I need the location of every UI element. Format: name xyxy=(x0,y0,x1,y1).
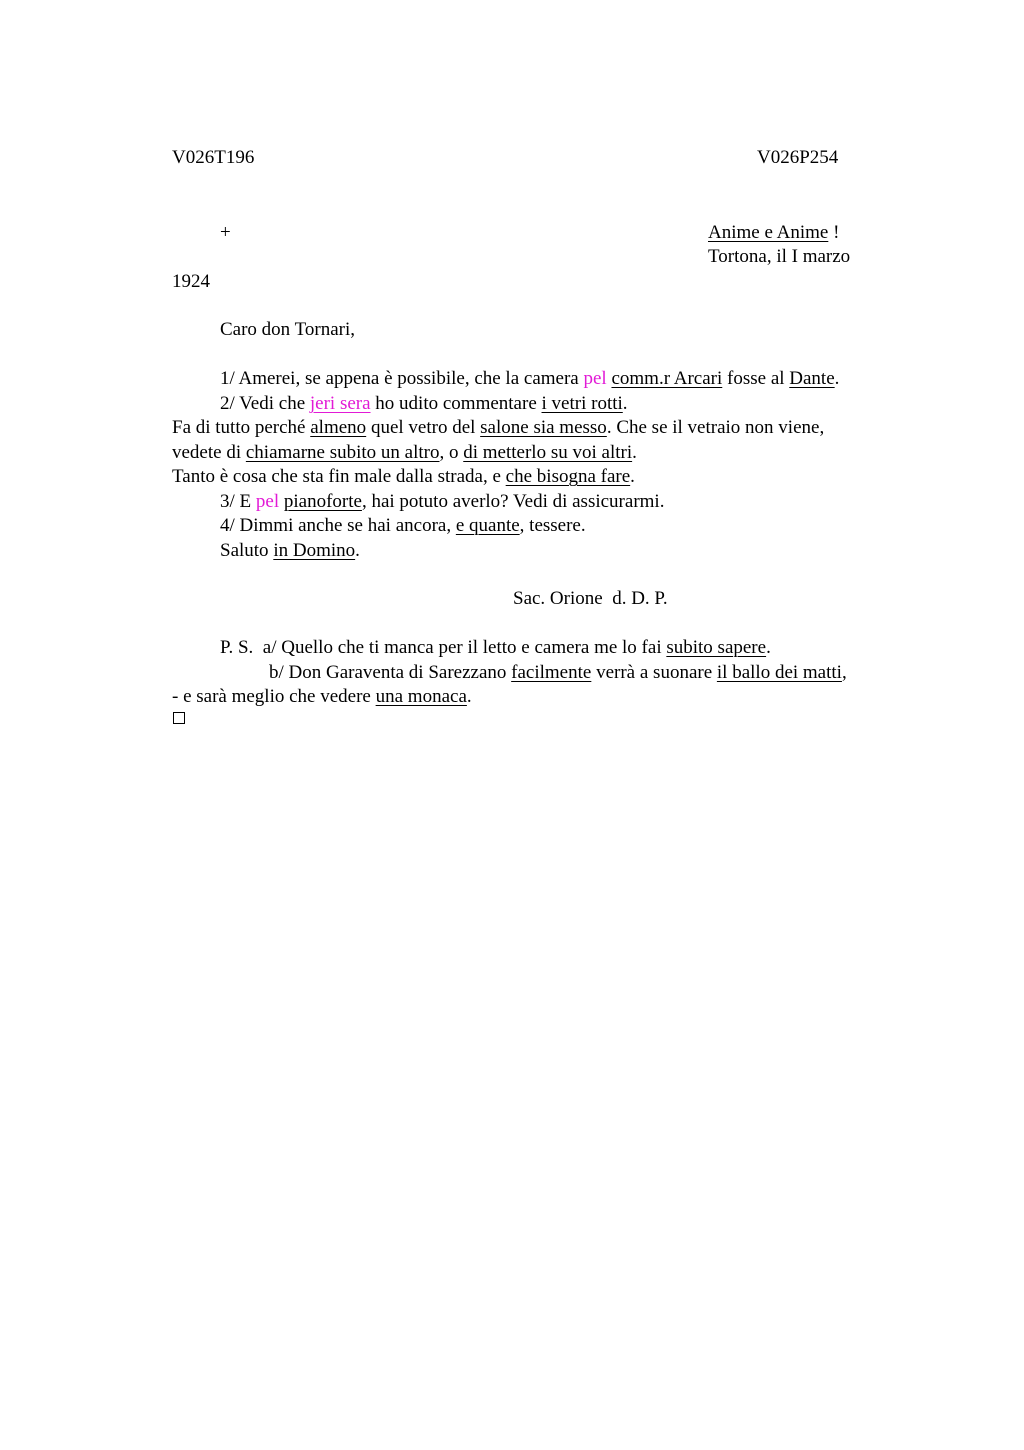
text-run: . xyxy=(834,368,840,389)
text-run: . xyxy=(630,466,635,487)
year: 1924 xyxy=(172,271,210,292)
text-run: Fa di tutto perché xyxy=(172,417,311,438)
text-run: 1/ Amerei, se appena è possibile, che la camera xyxy=(220,368,584,389)
postscript-line-1 xyxy=(220,636,771,661)
body-line-4 xyxy=(172,441,637,466)
body-line-7 xyxy=(220,514,586,539)
motto-exclamation: ! xyxy=(833,222,840,243)
text-run: Saluto xyxy=(220,540,274,561)
highlighted-word: pel xyxy=(255,491,280,512)
underlined-text: che bisogna fare xyxy=(505,466,631,487)
postscript-line-3 xyxy=(172,685,472,710)
text-run: . xyxy=(355,540,360,561)
text-run: 4/ Dimmi anche se hai ancora, xyxy=(220,515,456,536)
cross-mark: + xyxy=(220,222,231,243)
signature: Sac. Orione d. D. P. xyxy=(513,588,668,609)
greeting: Caro don Tornari, xyxy=(220,319,355,340)
text-run: . xyxy=(766,637,771,658)
text-run: . Che se il vetraio non viene, xyxy=(606,417,825,438)
underlined-text: chiamarne subito un altro xyxy=(245,442,440,463)
motto xyxy=(708,221,839,246)
text-run: . xyxy=(632,442,637,463)
text-run: , hai potuto averlo? Vedi di assicurarmi. xyxy=(361,491,665,512)
underlined-text: di metterlo su voi altri xyxy=(463,442,633,463)
highlighted-word: pel xyxy=(583,368,607,389)
body-line-2 xyxy=(220,392,628,417)
text-run: , xyxy=(841,662,847,683)
body-line-6 xyxy=(220,490,664,515)
document-code-right: V026P254 xyxy=(757,147,839,168)
text-run: fosse al xyxy=(722,368,790,389)
body-line-1 xyxy=(220,367,839,392)
motto-text: Anime e Anime xyxy=(708,222,829,243)
text-run: vedete di xyxy=(172,442,246,463)
underlined-text: subito sapere xyxy=(666,637,767,658)
text-run: 2/ Vedi che xyxy=(220,393,310,414)
text-run: 3/ E xyxy=(220,491,256,512)
postscript-line-2 xyxy=(269,661,847,686)
text-run: , o xyxy=(439,442,464,463)
underlined-text: almeno xyxy=(310,417,367,438)
text-run: quel vetro del xyxy=(366,417,481,438)
highlighted-underlined-text: jeri sera xyxy=(309,393,371,414)
underlined-text: pianoforte xyxy=(283,491,362,512)
body-line-3 xyxy=(172,416,824,441)
text-run: b/ Don Garaventa di Sarezzano xyxy=(269,662,512,683)
underlined-text: i vetri rotti xyxy=(541,393,623,414)
underlined-text: in Domino xyxy=(273,540,356,561)
text-run: - e sarà meglio che vedere xyxy=(172,686,376,707)
text-run: ho udito commentare xyxy=(370,393,542,414)
text-run: . xyxy=(622,393,628,414)
underlined-text: una monaca xyxy=(375,686,467,707)
body-line-8 xyxy=(220,539,360,564)
empty-square-icon xyxy=(173,712,185,724)
document-code-left: V026T196 xyxy=(172,147,255,168)
text-run: P. S. a/ Quello che ti manca per il letto e camera me lo fai xyxy=(220,637,667,658)
underlined-text: e quante xyxy=(455,515,520,536)
underlined-text: il ballo dei matti xyxy=(716,662,842,683)
underlined-text: facilmente xyxy=(511,662,592,683)
text-run: , tessere. xyxy=(519,515,586,536)
place-date: Tortona, il I marzo xyxy=(708,246,851,267)
text-run: Tanto è cosa che sta fin male dalla strada, e xyxy=(172,466,506,487)
underlined-text: Dante xyxy=(789,368,835,389)
text-run: verrà a suonare xyxy=(591,662,717,683)
underlined-text: comm.r Arcari xyxy=(611,368,723,389)
underlined-text: salone sia messo xyxy=(480,417,607,438)
body-line-5 xyxy=(172,465,635,490)
text-run: . xyxy=(466,686,472,707)
